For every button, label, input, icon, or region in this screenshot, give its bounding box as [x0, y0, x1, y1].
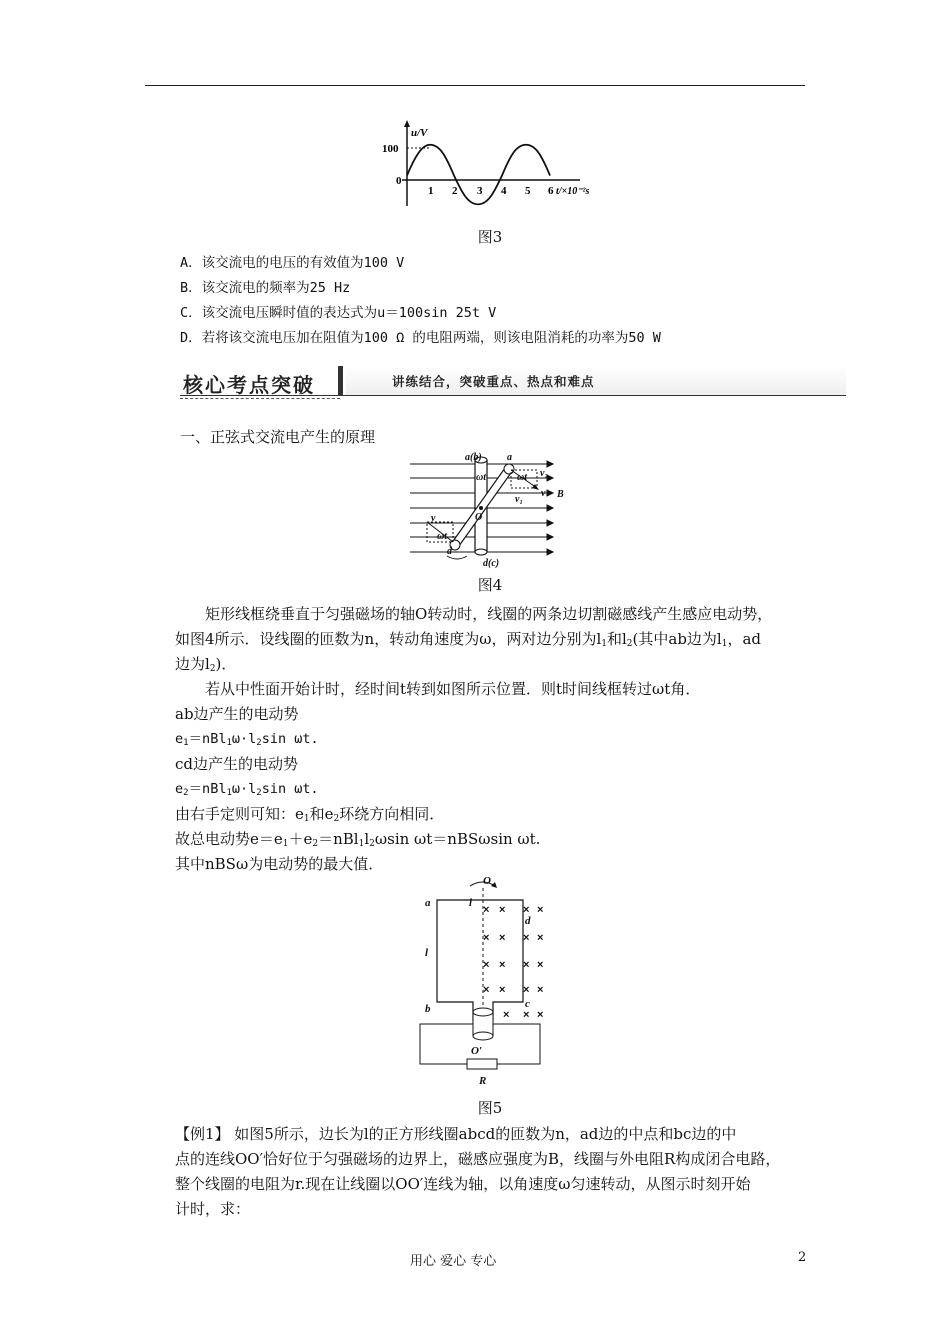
- figure5-diagram: [415, 872, 550, 1090]
- field-x-17: ×: [503, 1009, 510, 1021]
- field-x-15: ×: [523, 984, 530, 996]
- label-a: a: [507, 452, 512, 463]
- circuit-wire-right: [493, 1024, 540, 1064]
- para-p5: 由右手定则可知：$e_1$和$e_2$环绕方向相同．: [175, 805, 445, 824]
- option-c: C．该交流电压瞬时值的表达式为u＝100sin 25t V: [180, 305, 497, 321]
- field-x-1: ×: [483, 904, 490, 916]
- banner-divider: [338, 366, 343, 396]
- section1-heading: 一、正弦式交流电产生的原理: [180, 428, 376, 446]
- para-line-2: 如图4所示．设线圈的匝数为n，转动角速度为ω，两对边分别为$l_1$和$l_2$(其中ab边为$l_1$，ad: [175, 630, 762, 649]
- label-d: d: [447, 546, 452, 557]
- example1-line-1: 【例1】 如图5所示，边长为l的正方形线圈abcd的匝数为n，ad边的中点和bc边的中: [175, 1125, 737, 1143]
- rotation-arrow-icon: [491, 882, 497, 888]
- label-d: d: [525, 915, 531, 927]
- example1-line-4: 计时，求：: [175, 1200, 251, 1218]
- slip-ring-top: [473, 1008, 493, 1016]
- para-p2: 若从中性面开始计时，经时间t转到如图所示位置．则t时间线框转过ωt角．: [205, 680, 701, 698]
- figure4-diagram: [405, 446, 580, 572]
- option-a: A．该交流电的电压的有效值为100 V: [180, 255, 405, 271]
- field-x-14: ×: [499, 984, 506, 996]
- label-v: v: [541, 488, 546, 499]
- label-O: O: [483, 875, 491, 887]
- footer-motto: 用心 爱心 专心: [410, 1254, 497, 1269]
- banner-subtitle: 讲练结合，突破重点、热点和难点: [392, 374, 595, 389]
- field-arrow-5-icon: [547, 520, 553, 526]
- field-arrow-7-icon: [547, 549, 553, 555]
- label-o-prime: O′: [471, 1045, 483, 1057]
- y-axis-arrow-icon: [404, 120, 410, 127]
- field-arrow-3-icon: [547, 490, 553, 496]
- x-tick-2: 2: [452, 185, 458, 197]
- x-tick-1: 1: [428, 185, 434, 197]
- field-x-16: ×: [537, 984, 544, 996]
- para-line-1: 矩形线框绕垂直于匀强磁场的轴O转动时，线圈的两条边切割磁感线产生感应电动势，: [205, 605, 773, 623]
- field-arrow-1-icon: [547, 461, 553, 467]
- field-arrow-4-icon: [547, 505, 553, 511]
- field-x-19: ×: [537, 1009, 544, 1021]
- figure3-caption: 图3: [477, 228, 503, 246]
- x-tick-4: 4: [501, 185, 507, 197]
- option-d: D．若将该交流电压加在阻值为100 Ω 的电阻两端，则该电阻消耗的功率为50 W: [180, 330, 661, 346]
- label-omega-t-right: ωt: [517, 472, 528, 483]
- field-x-18: ×: [523, 1009, 530, 1021]
- figure3-graph: [380, 118, 610, 210]
- y-tick-100: 100: [382, 143, 399, 155]
- field-x-5: ×: [483, 932, 490, 944]
- example1-line-2: 点的连线OO′恰好位于匀强磁场的边界上，磁感应强度为B，线圈与外电阻R构成闭合电路，: [175, 1150, 781, 1168]
- para-p4: cd边产生的电动势: [175, 755, 299, 773]
- field-x-7: ×: [523, 932, 530, 944]
- field-x-9: ×: [483, 959, 490, 971]
- field-x-10: ×: [499, 959, 506, 971]
- label-v1: v₁: [515, 494, 523, 505]
- label-omega-t-left: ωt: [437, 531, 448, 542]
- label-c: c: [525, 998, 530, 1010]
- field-x-6: ×: [499, 932, 506, 944]
- x-tick-5: 5: [525, 185, 531, 197]
- label-B: B: [557, 489, 564, 500]
- slip-ring-bottom: [473, 1032, 493, 1040]
- label-v2: v₂: [540, 468, 548, 479]
- label-l-top: l: [469, 897, 473, 909]
- square-coil: [437, 900, 523, 1020]
- label-R: R: [479, 1075, 487, 1087]
- label-a-b: a(b): [465, 452, 482, 463]
- para-line-3: 边为$l_2$)．: [175, 655, 237, 674]
- y-tick-0: 0: [396, 175, 402, 187]
- page-number: 2: [798, 1250, 807, 1265]
- para-p3: ab边产生的电动势: [175, 705, 299, 723]
- resistor-r: [467, 1059, 497, 1069]
- field-x-3: ×: [523, 904, 530, 916]
- x-axis-label: t/×10⁻²s: [556, 186, 590, 197]
- label-a: a: [425, 897, 431, 909]
- figure4-caption: 图4: [477, 576, 503, 594]
- label-O: O: [475, 512, 483, 523]
- field-x-8: ×: [537, 932, 544, 944]
- banner-title: 核心考点突破: [183, 373, 315, 397]
- equation-e2: $e_2=nBl_1\omega\cdot l_2\sin$ ωt.: [175, 781, 319, 798]
- field-arrow-6-icon: [547, 534, 553, 540]
- option-b: B．该交流电的频率为25 Hz: [180, 280, 351, 296]
- circuit-wire-left: [420, 1024, 473, 1064]
- field-x-4: ×: [537, 904, 544, 916]
- equation-e1: $e_1=nBl_1\omega\cdot l_2\sin$ ωt.: [175, 731, 319, 748]
- figure5-caption: 图5: [477, 1099, 503, 1117]
- label-d-c: d(c): [483, 558, 500, 569]
- example1-line-3: 整个线圈的电阻为r.现在让线圈以OO′连线为轴，以角速度ω匀速转动，从图示时刻开始: [175, 1175, 751, 1193]
- center-point-o: [479, 506, 483, 510]
- label-omega-t-top: ωt: [476, 472, 487, 483]
- label-b: b: [425, 1003, 431, 1015]
- field-x-13: ×: [483, 984, 490, 996]
- field-x-11: ×: [523, 959, 530, 971]
- y-axis-label: u/V: [411, 127, 428, 139]
- header-rule: [145, 85, 805, 86]
- x-tick-3: 3: [477, 185, 483, 197]
- label-l-left: l: [425, 947, 429, 959]
- banner-dotted-line: [180, 398, 340, 399]
- field-x-2: ×: [499, 904, 506, 916]
- field-x-12: ×: [537, 959, 544, 971]
- para-p7: 其中nBSω为电动势的最大值．: [175, 855, 384, 873]
- para-p6: 故总电动势$e=e_1+e_2=nBl_1l_2\omega\sin$ ωt＝nBSωsin ωt.: [175, 830, 541, 849]
- label-v-left: v: [431, 513, 436, 524]
- x-tick-6: 6: [548, 185, 554, 197]
- axis-bottom-ellipse: [475, 549, 487, 555]
- coil-side-a: [504, 464, 514, 474]
